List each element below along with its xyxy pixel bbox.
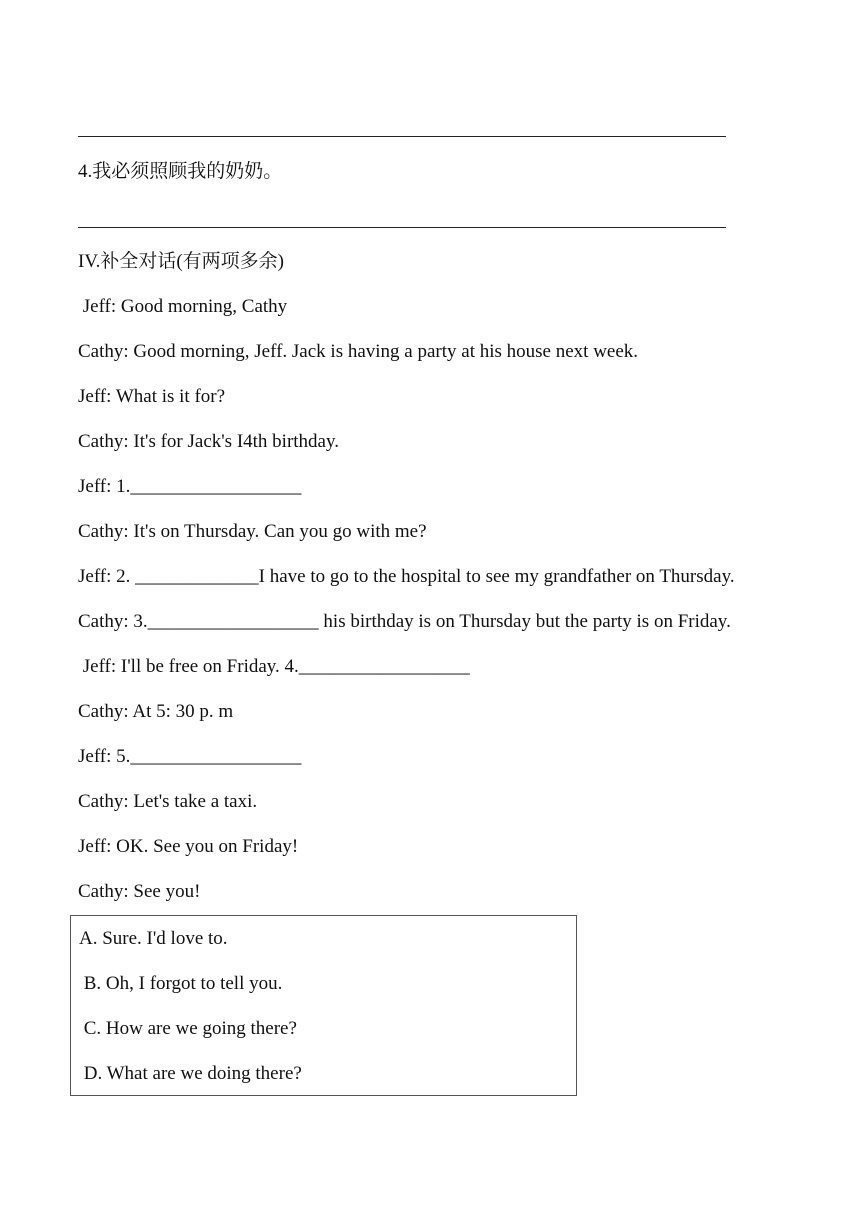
option-c: C. How are we going there? bbox=[79, 1018, 297, 1039]
answer-line-4[interactable] bbox=[78, 227, 726, 228]
option-d: D. What are we doing there? bbox=[79, 1063, 302, 1084]
dialogue-line: Cathy: Let's take a taxi. bbox=[78, 791, 258, 812]
dialogue-line: Jeff: OK. See you on Friday! bbox=[78, 836, 299, 857]
dialogue-blank-2[interactable]: Jeff: 2. _____________I have to go to the hospital to see my grandfather on Thursday. bbox=[78, 566, 735, 587]
dialogue-line: Cathy: Good morning, Jeff. Jack is having a party at his house next week. bbox=[78, 341, 639, 362]
dialogue-line: Jeff: Good morning, Cathy bbox=[78, 296, 288, 317]
dialogue-line: Cathy: At 5: 30 p. m bbox=[78, 701, 234, 722]
option-a: A. Sure. I'd love to. bbox=[79, 928, 228, 949]
translation-prompt-4: 4.我必须照顾我的奶奶。 bbox=[78, 161, 283, 182]
dialogue-line: Jeff: What is it for? bbox=[78, 386, 226, 407]
answer-line-3[interactable] bbox=[78, 136, 726, 137]
section-heading: IV.补全对话(有两项多余) bbox=[78, 251, 285, 272]
dialogue-line: Cathy: See you! bbox=[78, 881, 201, 902]
option-b: B. Oh, I forgot to tell you. bbox=[79, 973, 283, 994]
dialogue-line: Cathy: It's for Jack's I4th birthday. bbox=[78, 431, 340, 452]
dialogue-blank-4[interactable]: Jeff: I'll be free on Friday. 4.__________________ bbox=[78, 656, 470, 677]
dialogue-blank-3[interactable]: Cathy: 3.__________________ his birthday is on Thursday but the party is on Friday. bbox=[78, 611, 731, 632]
dialogue-blank-5[interactable]: Jeff: 5.__________________ bbox=[78, 746, 302, 767]
dialogue-blank-1[interactable]: Jeff: 1.__________________ bbox=[78, 476, 302, 497]
options-box bbox=[70, 915, 577, 1096]
dialogue-line: Cathy: It's on Thursday. Can you go with me? bbox=[78, 521, 427, 542]
